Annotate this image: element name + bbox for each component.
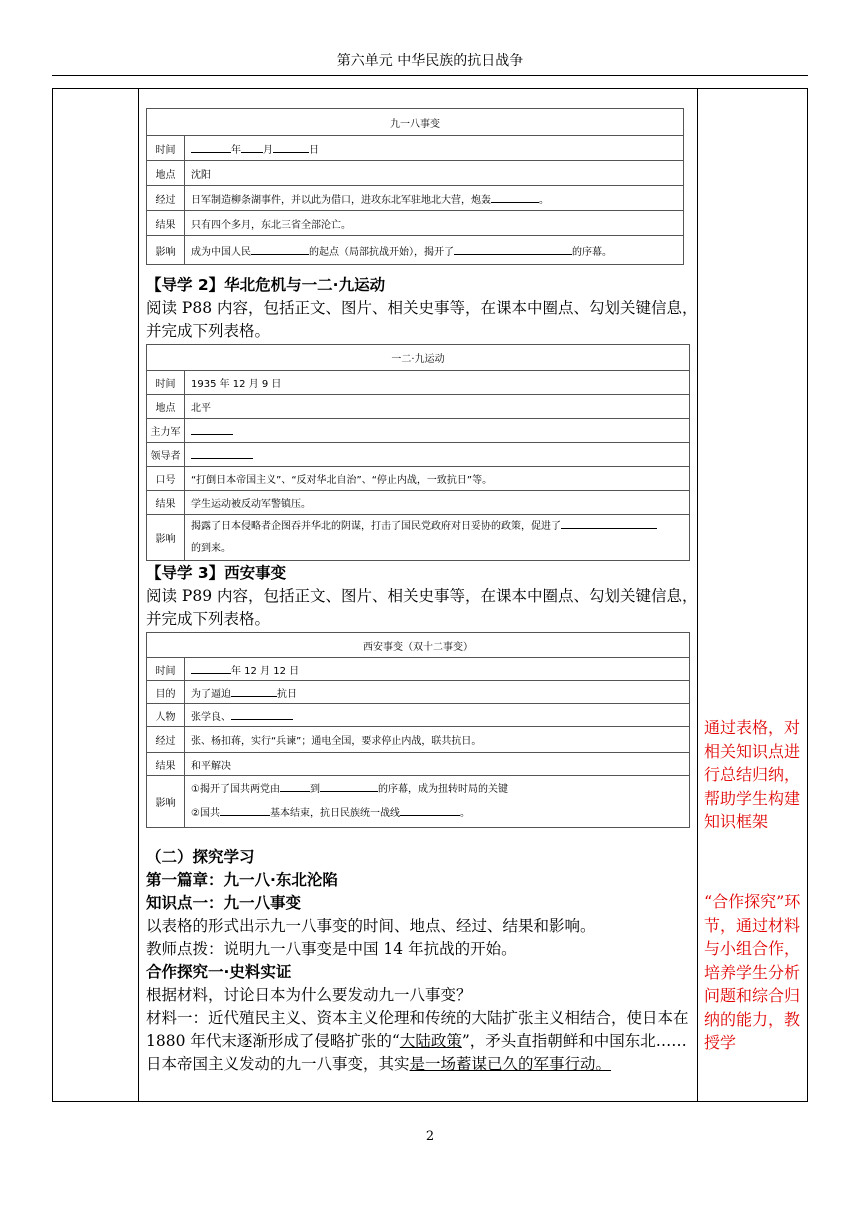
cooperation-title: 合作探究一·史料实证 xyxy=(146,963,292,981)
guide-2-description: 阅读 P88 内容，包括正文、图片、相关史事等，在课本中圈点、勾划关键信息，并完成下列表格。 xyxy=(146,299,698,340)
row-label: 影响 xyxy=(147,236,185,265)
material-text: 材料一：近代殖民主义、资本主义伦理和传统的大陆扩张主义相结合，使日本在 1880 年代末逐渐形成了侵略扩张的“大陆政策”，矛头直指朝鲜和中国东北……日本帝国主义发动的九一八事变，其实是一场蓄谋已久的军事行动。 xyxy=(146,1009,689,1073)
row-value: 为了逼迫 抗日 xyxy=(185,681,690,704)
guide-3-block xyxy=(146,562,698,631)
row-label: 目的 xyxy=(147,681,185,704)
row-label: 影响 xyxy=(147,515,185,561)
main-column xyxy=(138,88,696,1102)
row-label: 时间 xyxy=(147,136,185,161)
row-label: 地点 xyxy=(147,161,185,186)
teacher-note: 教师点拨：说明九一八事变是中国 14 年抗战的开始。 xyxy=(146,940,517,958)
table-caption: 一二·九运动 xyxy=(147,345,690,371)
row-value: 学生运动被反动军警镇压。 xyxy=(185,491,690,515)
row-value: 成为中国人民 的起点（局部抗战开始），揭开了 的序幕。 xyxy=(185,236,684,265)
row-label: 结果 xyxy=(147,753,185,776)
row-label: 人物 xyxy=(147,704,185,727)
row-value xyxy=(185,419,690,443)
table-caption: 九一八事变 xyxy=(147,109,684,136)
row-value: 北平 xyxy=(185,395,690,419)
row-label: 领导者 xyxy=(147,443,185,467)
chapter-title: 第一篇章：九一八·东北沦陷 xyxy=(146,871,338,889)
row-value: 1935 年 12 月 9 日 xyxy=(185,371,690,395)
knowledge-point-title: 知识点一：九一八事变 xyxy=(146,894,302,912)
row-value: ①揭开了国共两党由 到 的序幕，成为扭转时局的关键 ②国共 基本结束，抗日民族统一战线 。 xyxy=(185,776,690,828)
discussion-question: 根据材料，讨论日本为什么要发动九一八事变？ xyxy=(146,986,472,1004)
row-label: 主力军 xyxy=(147,419,185,443)
row-value: 揭露了日本侵略者企图吞并华北的阴谋，打击了国民党政府对日妥协的政策，促进了 的到来。 xyxy=(185,515,690,561)
row-value: 和平解决 xyxy=(185,753,690,776)
table-caption: 西安事变（双十二事变） xyxy=(147,633,690,658)
guide-3-description: 阅读 P89 内容，包括正文、图片、相关史事等，在课本中圈点、勾划关键信息，并完成下列表格。 xyxy=(146,587,698,628)
row-label: 经过 xyxy=(147,186,185,211)
table-xian-incident xyxy=(146,632,690,828)
row-label: 结果 xyxy=(147,211,185,236)
side-note-2: “合作探究”环节，通过材料与小组合作，培养学生分析问题和综合归纳的能力，教授学 xyxy=(704,892,801,1052)
guide-2-block xyxy=(146,274,698,343)
guide-3-title: 【导学 3】西安事变 xyxy=(146,564,287,582)
row-label: 时间 xyxy=(147,371,185,395)
row-label: 结果 xyxy=(147,491,185,515)
row-value: 张、杨扣蒋，实行“兵谏”；通电全国，要求停止内战，联共抗日。 xyxy=(185,727,690,753)
row-label: 口号 xyxy=(147,467,185,491)
paragraph: 以表格的形式出示九一八事变的时间、地点、经过、结果和影响。 xyxy=(146,917,596,935)
section-title: （二）探究学习 xyxy=(146,848,255,866)
row-label: 影响 xyxy=(147,776,185,828)
table-129-movement xyxy=(146,344,690,561)
row-value: 年 12 月 12 日 xyxy=(185,658,690,681)
row-value xyxy=(185,443,690,467)
page-number: 2 xyxy=(425,1129,435,1144)
row-label: 地点 xyxy=(147,395,185,419)
row-value: 年 月 日 xyxy=(185,136,684,161)
side-note-1: 通过表格，对相关知识点进行总结归纳，帮助学生构建知识框架 xyxy=(704,718,801,831)
row-value: 沈阳 xyxy=(185,161,684,186)
row-value: 张学良、 xyxy=(185,704,690,727)
header-rule xyxy=(52,75,808,76)
page-header: 第六单元 中华民族的抗日战争 xyxy=(336,53,524,69)
row-value: 日军制造柳条湖事件，并以此为借口，进攻东北军驻地北大营，炮轰 。 xyxy=(185,186,684,211)
guide-2-title: 【导学 2】华北危机与一二·九运动 xyxy=(146,276,386,294)
inquiry-section xyxy=(146,846,698,1076)
row-label: 经过 xyxy=(147,727,185,753)
table-918-incident xyxy=(146,108,684,265)
row-value: “打倒日本帝国主义”、“反对华北自治”、“停止内战，一致抗日”等。 xyxy=(185,467,690,491)
row-label: 时间 xyxy=(147,658,185,681)
row-value: 只有四个多月，东北三省全部沦亡。 xyxy=(185,211,684,236)
